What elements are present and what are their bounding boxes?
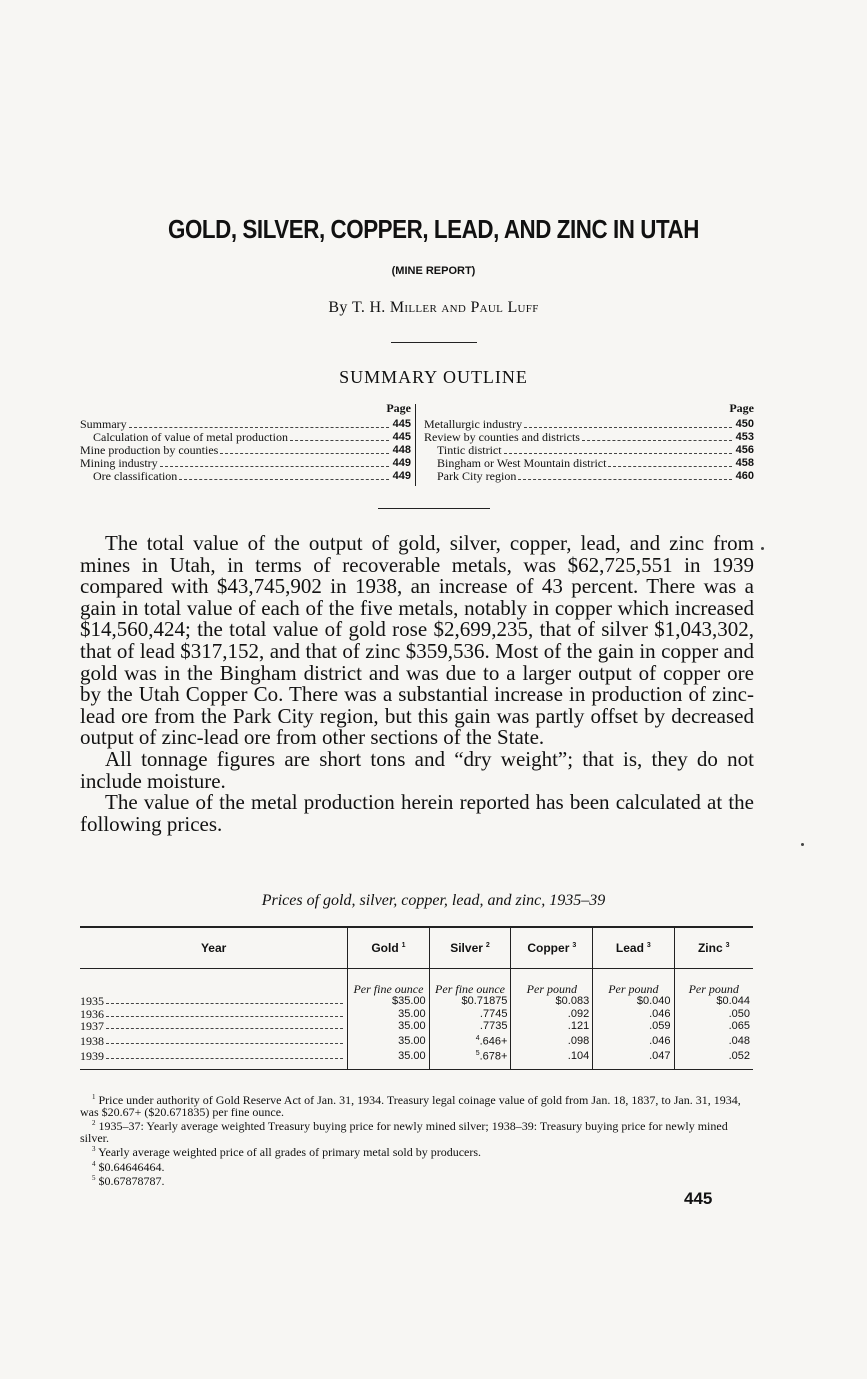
copper-price-cell — [511, 1033, 593, 1048]
zinc-price-cell — [674, 1048, 753, 1070]
unit-cell: Per fine ounce — [348, 969, 429, 996]
footnote-ref: 5 — [475, 1049, 480, 1057]
footnote-number: 5 — [92, 1174, 96, 1182]
copper-price-cell — [511, 1008, 593, 1021]
zinc-price-cell — [674, 1008, 753, 1021]
year-cell — [80, 1020, 348, 1033]
column-header — [593, 927, 674, 969]
silver-price: $0.71875 — [461, 995, 508, 1007]
gold-price-cell — [348, 995, 429, 1008]
outline-entry-label: Mining industry — [80, 456, 158, 470]
outline-entry-page: 445 — [392, 431, 411, 443]
outline-entry-page: 450 — [735, 418, 754, 430]
gold-price-cell — [348, 1020, 429, 1033]
copper-price: .121 — [567, 1020, 590, 1032]
outline-entry-label: Tintic district — [437, 443, 502, 457]
copper-price: .092 — [567, 1007, 590, 1020]
leader-dots — [106, 1035, 343, 1044]
margin-mark — [761, 547, 764, 550]
year-label: 1938 — [80, 1034, 104, 1049]
outline-left-column — [80, 402, 411, 483]
outline-column-divider — [415, 404, 416, 486]
leader-dots — [106, 1008, 343, 1017]
zinc-price: .048 — [728, 1035, 750, 1048]
byline-and: and — [441, 299, 467, 316]
unit-cell: Per fine ounce — [429, 969, 511, 996]
leader-dots — [608, 457, 732, 467]
column-header-label: Zinc — [697, 941, 723, 955]
copper-price: .098 — [567, 1035, 590, 1048]
outline-entry-page: 445 — [392, 418, 411, 430]
outline-entry-page: 460 — [735, 470, 754, 482]
column-header-label: Gold — [371, 941, 399, 955]
column-header — [429, 927, 511, 969]
footnote — [80, 1118, 754, 1144]
gold-price: 35.00 — [398, 1050, 426, 1063]
silver-price: .678+ — [479, 1050, 508, 1063]
year-label: 1935 — [80, 994, 104, 1008]
footnote-text: $0.67878787. — [98, 1174, 165, 1188]
outline-entry-page: 458 — [735, 457, 754, 469]
outline-entry-label: Mine production by counties — [80, 443, 219, 457]
outline-page-header: Page — [386, 401, 411, 415]
silver-price-cell — [429, 1008, 511, 1021]
author-2: Paul Luff — [470, 299, 539, 316]
silver-price: .646+ — [479, 1035, 508, 1048]
lead-price: .046 — [649, 1007, 671, 1020]
margin-mark — [801, 843, 804, 846]
table-caption: Prices of gold, silver, copper, lead, and zinc, 1935–39 — [261, 892, 606, 909]
gold-price-cell — [348, 1048, 429, 1070]
leader-dots — [179, 470, 389, 480]
zinc-price-cell — [674, 1033, 753, 1048]
year-label: 1936 — [80, 1006, 104, 1021]
copper-price: $0.083 — [555, 995, 590, 1007]
lead-price: .047 — [649, 1050, 671, 1063]
gold-price-cell — [348, 1008, 429, 1021]
silver-price: .7735 — [479, 1020, 508, 1032]
body-text — [80, 533, 754, 835]
outline-title: SUMMARY OUTLINE — [339, 367, 528, 387]
leader-dots — [106, 995, 343, 1004]
outline-entry-page: 449 — [392, 470, 411, 482]
gold-price-cell — [348, 1033, 429, 1048]
footnote-number: 3 — [92, 1145, 96, 1153]
lead-price-cell — [593, 1008, 674, 1021]
column-header-label: Silver — [450, 941, 483, 955]
column-header — [80, 927, 348, 969]
outline-entry-label: Park City region — [437, 469, 517, 483]
table-row — [80, 1048, 753, 1070]
leader-dots — [524, 418, 732, 428]
leader-dots — [160, 457, 389, 467]
zinc-price: $0.044 — [716, 995, 750, 1007]
unit-cell — [80, 969, 348, 996]
gold-price: $35.00 — [391, 995, 426, 1007]
column-header-label: Year — [200, 941, 227, 955]
column-header — [511, 927, 593, 969]
silver-price-cell — [429, 1020, 511, 1033]
footnote-ref: 4 — [475, 1034, 480, 1042]
footnote-ref: 3 — [725, 942, 730, 949]
table-row — [80, 1008, 753, 1021]
copper-price-cell — [511, 995, 593, 1008]
footnote-ref: 2 — [485, 942, 490, 949]
outline-entry-label: Bingham or West Mountain district — [437, 456, 607, 470]
zinc-price: .050 — [728, 1007, 750, 1020]
outline-entry-label: Review by counties and districts — [424, 430, 580, 444]
byline-prefix: By — [328, 299, 348, 316]
gold-price: 35.00 — [398, 1020, 426, 1032]
footnote — [80, 1173, 754, 1188]
silver-price-cell — [429, 1048, 511, 1070]
footnote-text: Yearly average weighted price of all grades of primary metal sold by producers. — [98, 1145, 482, 1159]
footnote-number: 1 — [92, 1093, 96, 1101]
leader-dots — [106, 1020, 343, 1029]
outline-entry-label: Summary — [80, 417, 127, 431]
outline-page-header: Page — [729, 401, 754, 415]
units-row — [80, 969, 753, 996]
footnote-ref: 1 — [401, 942, 406, 949]
footnote-ref: 3 — [572, 942, 577, 949]
lead-price-cell — [593, 995, 674, 1008]
outline-entry-page: 456 — [735, 444, 754, 456]
unit-cell: Per pound — [674, 969, 753, 996]
page-title: GOLD, SILVER, COPPER, LEAD, AND ZINC IN UTAH — [168, 214, 699, 244]
footnote-text: 1935–37: Yearly average weighted Treasury buying price for newly mined silver; 1938–39: Treasury buying price for newly mined silver. — [80, 1119, 728, 1145]
copper-price: .104 — [567, 1050, 590, 1063]
footnote — [80, 1092, 754, 1118]
footnote-number: 2 — [92, 1119, 96, 1127]
year-label: 1939 — [80, 1049, 104, 1064]
footnote-text: Price under authority of Gold Reserve Act of Jan. 31, 1934. Treasury legal coinage value of gold from Jan. 18, 1837, to Jan. 31, 1934, was $20.67+ ($20.671835) per fine ounce. — [80, 1093, 741, 1119]
divider — [378, 508, 490, 509]
paragraph-3: The value of the metal production herein reported has been calculated at the following prices. — [80, 790, 754, 836]
leader-dots — [582, 431, 732, 441]
prices-table — [80, 926, 753, 1070]
column-header-label: Lead — [615, 941, 644, 955]
page-number: 445 — [684, 1189, 713, 1208]
footnote-ref: 3 — [646, 942, 651, 949]
year-cell — [80, 1008, 348, 1021]
column-header-label: Copper — [527, 941, 570, 955]
outline-entry-label: Ore classification — [93, 469, 178, 483]
unit-cell: Per pound — [593, 969, 674, 996]
lead-price: $0.040 — [636, 995, 671, 1007]
gold-price: 35.00 — [398, 1007, 426, 1020]
footnote-text: $0.64646464. — [98, 1159, 165, 1174]
year-cell — [80, 1033, 348, 1048]
lead-price-cell — [593, 1020, 674, 1033]
year-cell — [80, 1048, 348, 1070]
footnotes — [80, 1092, 754, 1188]
gold-price: 35.00 — [398, 1035, 426, 1048]
year-cell — [80, 995, 348, 1008]
leader-dots — [220, 444, 389, 454]
leader-dots — [129, 418, 389, 428]
lead-price-cell — [593, 1033, 674, 1048]
footnote — [80, 1144, 754, 1159]
table-row — [80, 1020, 753, 1033]
divider — [391, 342, 477, 343]
footnote — [80, 1159, 754, 1174]
table-row — [80, 995, 753, 1008]
outline-entry-page: 449 — [392, 457, 411, 469]
silver-price-cell — [429, 995, 511, 1008]
table-row — [80, 1033, 753, 1048]
outline-entry — [80, 470, 411, 483]
report-type: (MINE REPORT) — [391, 265, 476, 277]
leader-dots — [106, 1050, 343, 1059]
byline — [0, 299, 867, 317]
leader-dots — [504, 444, 732, 454]
zinc-price-cell — [674, 1020, 753, 1033]
silver-price: .7745 — [479, 1007, 508, 1020]
unit-cell: Per pound — [511, 969, 593, 996]
column-header — [348, 927, 429, 969]
column-header — [674, 927, 753, 969]
year-label: 1937 — [80, 1019, 104, 1033]
silver-price-cell — [429, 1033, 511, 1048]
zinc-price: .065 — [728, 1020, 750, 1032]
outline-entry — [424, 470, 754, 483]
outline-entry-page: 453 — [735, 431, 754, 443]
lead-price: .059 — [649, 1020, 671, 1032]
lead-price-cell — [593, 1048, 674, 1070]
paragraph-1: The total value of the output of gold, silver, copper, lead, and zinc from mines in Utah, in terms of recoverable metals, was $62,725,551 in 1939 compared with $43,745,902 in 1938, an increase of 43 percent. There was a gain in total value of each of the five metals, notably in copper which increased $14,560,424; the total value of gold rose $2,699,235, that of silver $1,043,302, that of lead $317,152, and that of zinc $359,536. Most of the gain in copper and gold was in the Bingham district and was due to a larger output of copper ore by the Utah Copper Co. There was a substantial increase in production of zinc-lead ore from the Park City region, but this gain was partly offset by decreased output of zinc-lead ore from other sections of the State. — [80, 531, 754, 750]
outline-right-column — [424, 402, 754, 483]
copper-price-cell — [511, 1048, 593, 1070]
leader-dots — [518, 470, 732, 480]
outline-entry-label: Calculation of value of metal production — [93, 430, 288, 444]
outline-entry-label: Metallurgic industry — [424, 417, 523, 431]
zinc-price-cell — [674, 995, 753, 1008]
copper-price-cell — [511, 1020, 593, 1033]
leader-dots — [290, 431, 389, 441]
outline-entry-page: 448 — [392, 444, 411, 456]
footnote-number: 4 — [92, 1159, 96, 1168]
author-1: T. H. Miller — [351, 299, 438, 316]
zinc-price: .052 — [728, 1050, 750, 1063]
paragraph-2: All tonnage figures are short tons and “dry weight”; that is, they do not include moisture. — [80, 746, 754, 793]
lead-price: .046 — [649, 1035, 671, 1048]
